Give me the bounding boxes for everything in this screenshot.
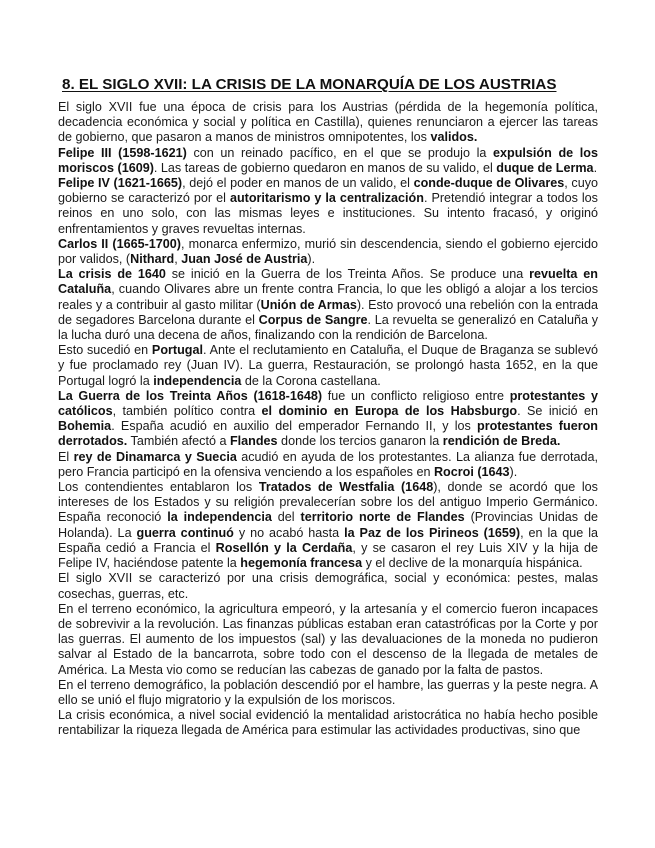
paragraph — [58, 343, 598, 389]
text-run: El siglo XVII fue una época de crisis para los Austrias (pérdida de la hegemonía política, decadencia económica y social y política en Castilla), quienes renunciaron a ejercer las tareas de gobierno, que pasaron a manos de ministros omnipotentes, los — [58, 100, 598, 145]
bold-text: Tratados de Westfalia (1648 — [258, 480, 434, 495]
paragraph — [58, 450, 598, 480]
bold-text: el dominio en Europa de los Habsburgo — [261, 404, 518, 419]
bold-text: guerra continuó — [136, 525, 234, 540]
bold-text: territorio norte de Flandes — [300, 510, 465, 525]
bold-text: Corpus de Sangre — [258, 312, 368, 327]
text-run: . España acudió en auxilio del emperador Fernando II, y los — [111, 419, 478, 434]
bold-text: autoritarismo y la centralización — [229, 191, 424, 206]
text-run: del — [271, 510, 301, 525]
text-run: ). — [509, 464, 518, 479]
text-run: y no acabó hasta — [233, 525, 345, 540]
text-run: con un reinado pacífico, en el que se produjo la — [186, 145, 494, 160]
text-run: . Pretendió integrar a todos los reinos en uno solo, con las mismas leyes e instituciones. Su intento fracasó, y originó enfrentamientos y graves revueltas internas. — [58, 191, 598, 236]
bold-text: protestantes fueron derrotados. — [58, 419, 598, 449]
bold-text: validos. — [430, 130, 478, 145]
text-run: Los contendientes entablaron los — [58, 480, 259, 495]
text-run: . La revuelta se generalizó en Cataluña y la lucha duró una decena de años, finalizando con la rendición de Barcelona. — [58, 312, 599, 343]
bold-text: revuelta en Cataluña — [58, 267, 598, 297]
bold-text: protestantes y católicos — [58, 388, 598, 419]
text-run: . Las tareas de gobierno quedaron en manos de su valido, el — [153, 160, 497, 175]
bold-text: Bohemia — [58, 419, 112, 434]
text-run: . Se inició en — [517, 404, 598, 419]
paragraph — [58, 237, 598, 267]
bold-text: Flandes — [229, 434, 278, 449]
paragraph — [58, 176, 598, 237]
text-run: , monarca enfermizo, murió sin descendencia, siendo el gobierno ejercido por validos, ( — [58, 236, 598, 267]
text-run: . — [593, 160, 598, 175]
text-run: , y se casaron el rey Luis XIV y la hija de Felipe IV, haciéndose patente la — [58, 540, 598, 571]
text-run: , en la que la España cedió a Francia el — [58, 525, 599, 555]
bold-text: La crisis de 1640 — [58, 267, 166, 282]
text-run: (Provincias Unidas de Holanda). La — [58, 510, 598, 540]
paragraph — [58, 480, 598, 571]
bold-text: la independencia — [167, 510, 272, 525]
bold-text: independencia — [153, 373, 242, 388]
text-run: ). Esto provocó una rebelión con la entrada de segadores Barcelona durante el — [58, 297, 598, 327]
paragraph — [58, 678, 598, 708]
text-run: fue un conflicto religioso entre — [322, 388, 510, 403]
bold-text: la Paz de los Pirineos (1659) — [344, 525, 521, 540]
bold-text: expulsión de los moriscos (1609) — [58, 145, 598, 175]
bold-text: Rosellón y la Cerdaña — [215, 540, 353, 555]
bold-text: rey de Dinamarca y Suecia — [73, 449, 237, 464]
bold-text: Rocroi (1643 — [433, 464, 510, 479]
text-run: El — [58, 449, 74, 464]
bold-text: hegemonía francesa — [240, 556, 363, 571]
bold-text: rendición de Breda. — [442, 434, 561, 449]
bold-text: conde-duque de Olivares — [413, 176, 565, 191]
paragraph — [58, 389, 598, 450]
text-run: . Ante el reclutamiento en Cataluña, el Duque de Braganza se sublevó y fue proclamado rey (Juan IV). La guerra, Restauración, se prolongó hasta 1652, en la que Portugal logró la — [58, 343, 598, 388]
page-title: 8. EL SIGLO XVII: LA CRISIS DE LA MONARQUÍA DE LOS AUSTRIAS — [62, 76, 557, 93]
text-run: , cuyo gobierno se caracterizó por el — [58, 176, 598, 206]
paragraph — [58, 267, 598, 343]
bold-text: Unión de Armas — [260, 297, 357, 312]
document-body — [58, 100, 598, 739]
text-run: y el declive de la monarquía hispánica. — [362, 556, 583, 571]
text-run: Esto sucedió en — [58, 343, 152, 358]
text-run: ), donde se acordó que los intereses de los Estados y su religión prevalecerían sobre los del antiguo Imperio Germánico. España reconoció — [58, 480, 598, 525]
text-run: , también político contra — [112, 404, 262, 419]
bold-text: Felipe III (1598-1621) — [58, 145, 187, 160]
bold-text: Portugal — [151, 343, 203, 358]
paragraph — [58, 602, 598, 678]
paragraph — [58, 100, 598, 146]
text-run: se inició en la Guerra de los Treinta Años. Se produce una — [165, 267, 530, 282]
text-run: de la Corona castellana. — [241, 373, 381, 388]
text-run: En el terreno económico, la agricultura empeoró, y la artesanía y el comercio fueron incapaces de sobrevivir a la revolución. Las finanzas públicas estaban eran catastróficas por la Corte y por las guerras. El aumento de los impuestos (sal) y las devaluaciones de la moneda no pudieron salvar al Estado de la bancarrota, sobre todo con el descenso de la llegada de metales de América. La Mesta vio como se reducían las cabezas de ganado por la falta de pastos. — [58, 601, 598, 677]
bold-text: duque de Lerma — [496, 160, 594, 175]
text-run: También afectó a — [127, 434, 230, 449]
bold-text: Nithard — [130, 252, 175, 267]
bold-text: Carlos II (1665-1700) — [58, 236, 181, 251]
paragraph — [58, 571, 598, 601]
text-run: En el terreno demográfico, la población descendió por el hambre, las guerras y la peste negra. A ello se unió el flujo migratorio y la expulsión de los moriscos. — [58, 677, 598, 707]
paragraph — [58, 146, 598, 176]
text-run: La crisis económica, a nivel social evidenció la mentalidad aristocrática no había hecho posible rentabilizar la riqueza llegada de América para estimular las actividades productivas, sino que — [58, 708, 598, 738]
text-run: , dejó el poder en manos de un valido, el — [182, 176, 414, 191]
text-run: ). — [307, 252, 316, 267]
paragraph — [58, 708, 598, 738]
text-run: , — [174, 252, 182, 267]
text-run: donde los tercios ganaron la — [277, 434, 443, 449]
text-run: , cuando Olivares abre un frente contra Francia, lo que les obligó a alojar a los tercios reales y a contribuir al gasto militar ( — [58, 282, 598, 312]
text-run: acudió en ayuda de los protestantes. La alianza fue derrotada, pero Francia participó en la ofensiva venciendo a los españoles en — [58, 449, 598, 479]
bold-text: La Guerra de los Treinta Años (1618-1648) — [58, 388, 323, 403]
bold-text: Felipe IV (1621-1665) — [58, 176, 183, 191]
bold-text: Juan José de Austria — [181, 252, 308, 267]
text-run: El siglo XVII se caracterizó por una crisis demográfica, social y económica: pestes, malas cosechas, guerras, etc. — [58, 571, 598, 601]
